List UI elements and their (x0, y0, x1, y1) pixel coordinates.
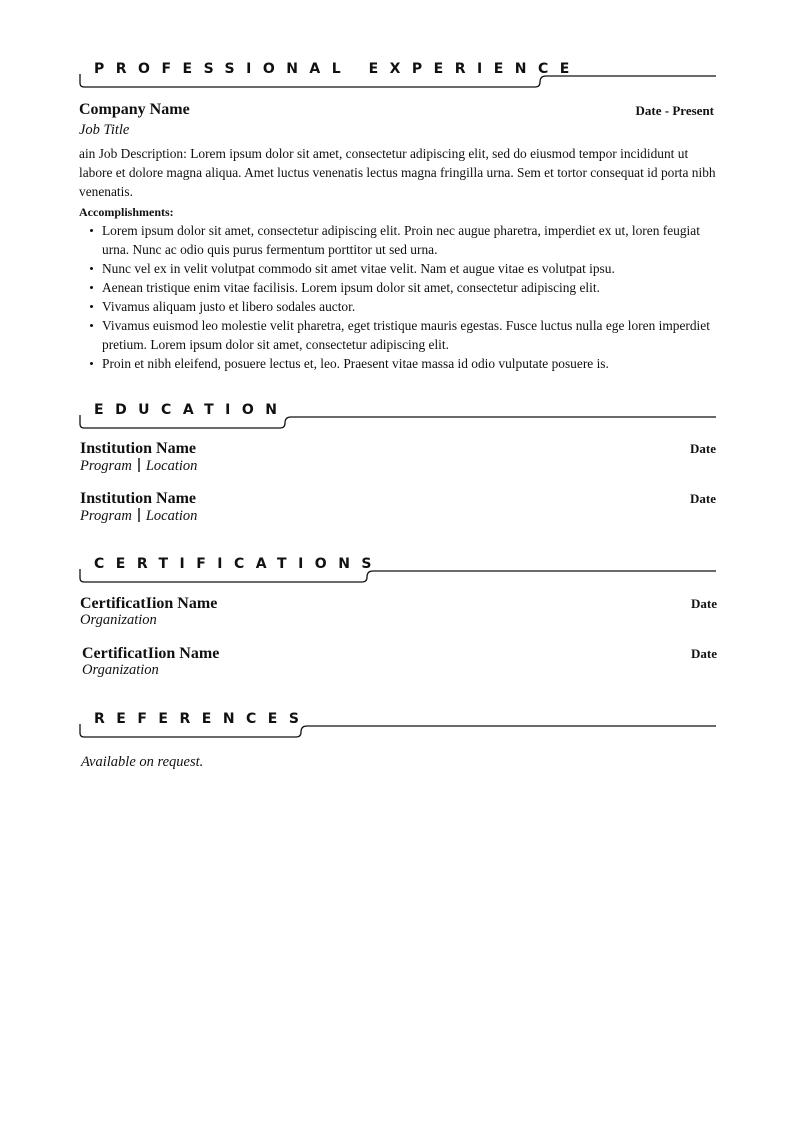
location: Location (145, 458, 198, 474)
section-title-references: REFERENCES (94, 711, 311, 727)
list-item: Nunc vel ex in velit volutpat commodo sit amet vitae velit. Nam et augue vitae es volutpat ipsu. (80, 259, 716, 278)
program: Program (80, 458, 132, 474)
separator (138, 508, 140, 522)
certification-organization: Organization (82, 662, 159, 678)
separator (138, 458, 140, 472)
list-item: Lorem ipsum dolor sit amet, consectetur adipiscing elit. Proin nec augue pharetra, imperdiet ex ut, loren feugiat urna. Nunc ac odio quis purus fermentum porttitor ut sed urna. (80, 221, 716, 259)
accomplishments-list (80, 221, 716, 373)
program-location (80, 458, 197, 475)
job-description: ain Job Description: Lorem ipsum dolor sit amet, consectetur adipiscing elit, sed do eiusmod tempor incididunt ut labore et dolore magna aliqua. Amet luctus venenatis lectus magna fringilla urna. Sem et tortor consequat id porta nibh venenatis. (79, 146, 716, 199)
certification-date: Date (691, 646, 717, 661)
program-location (80, 508, 197, 525)
section-title-experience: PROFESSIONAL EXPERIENCE (94, 61, 581, 77)
section-divider (0, 60, 794, 100)
company-date: Date - Present (635, 103, 714, 118)
section-divider (0, 555, 794, 595)
section-header-references (0, 710, 794, 750)
references-text: Available on request. (81, 754, 204, 770)
company-name: Company Name (79, 101, 190, 118)
list-item: Proin et nibh eleifend, posuere lectus et, leo. Praesent vitae massa id odio vulputate posuere is. (80, 354, 716, 373)
list-item: Aenean tristique enim vitae facilisis. Lorem ipsum dolor sit amet, consectetur adipiscing elit. (80, 278, 716, 297)
institution-date: Date (690, 441, 716, 456)
job-title: Job Title (79, 122, 130, 138)
section-title-education: EDUCATION (94, 402, 289, 418)
section-divider (0, 401, 794, 441)
program: Program (80, 508, 132, 524)
institution-name: Institution Name (80, 440, 197, 457)
list-item: Vivamus euismod leo molestie velit pharetra, eget tristique mauris egestas. Fusce luctus nulla ege loren imperdiet pretium. Lorem ipsum dolor sit amet, consectetur adipiscing elit. (80, 316, 716, 354)
certification-name: CertificatIion Name (82, 645, 220, 662)
certification-name: CertificatIion Name (80, 595, 218, 612)
section-title-certifications: CERTIFICATIONS (94, 556, 384, 572)
institution-name: Institution Name (80, 490, 197, 507)
list-item: Vivamus aliquam justo et libero sodales auctor. (80, 297, 716, 316)
section-divider (0, 710, 794, 750)
location: Location (145, 508, 198, 524)
institution-date: Date (690, 491, 716, 506)
section-header-education (0, 401, 794, 441)
certification-organization: Organization (80, 612, 157, 628)
section-header-certifications (0, 555, 794, 595)
section-header-experience (0, 60, 794, 100)
accomplishments-label: Accomplishments: (79, 205, 174, 219)
certification-date: Date (691, 596, 717, 611)
